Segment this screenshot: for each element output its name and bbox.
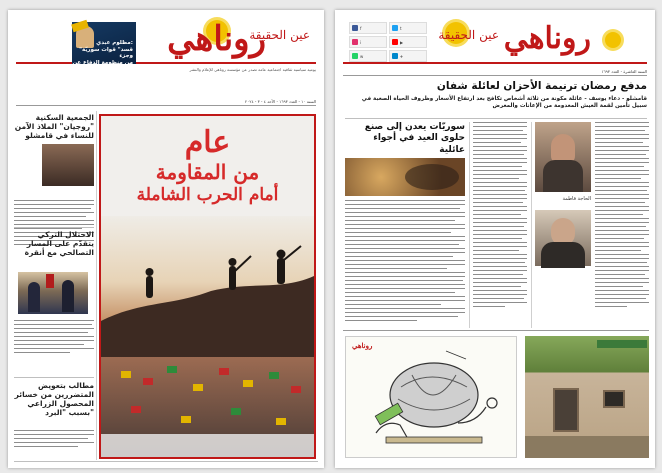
- sidebar-article[interactable]: [14, 230, 94, 257]
- sidebar-headline: الاحتلال التركي يتقدّم على المسار التصالحي مع أنقرة: [24, 230, 94, 257]
- sidebar-article[interactable]: [14, 113, 94, 186]
- social-link[interactable]: [349, 50, 387, 62]
- door: [553, 388, 579, 432]
- cover-title-line: أمام الحرب الشاملة: [136, 185, 279, 205]
- divider: [343, 330, 649, 331]
- social-link[interactable]: [389, 50, 427, 62]
- photo-label-bar: [597, 340, 647, 348]
- article-body: [345, 200, 465, 324]
- social-icons-box: [349, 22, 427, 62]
- column-divider: [531, 122, 532, 328]
- window: [603, 390, 625, 408]
- main-subheadline: قامشلو - دعاء يوسف - عائلة مكونة من ثلاثة أشخاص تكافح بعد ارتفاع الأسعار وظروف الحياة الصعبة في سبيل تأمين لقمة العيش المعدومة من الإعانات والمعرض: [361, 96, 647, 109]
- cartoon[interactable]: [345, 336, 517, 458]
- bottom-rule: [14, 461, 318, 462]
- promo-line: "قسد" قوات سوريّة وجزء: [79, 46, 133, 60]
- social-link[interactable]: [389, 22, 427, 34]
- logo: روناهي: [503, 21, 591, 56]
- cover-feature[interactable]: [99, 114, 316, 459]
- twitter-icon: t: [400, 25, 402, 31]
- promo-line: من منظومة الدفاع عن: [72, 59, 133, 66]
- tagline: يومية سياسية ثقافية اجتماعية عامة تصدر عن مؤسسة روناهي للإعلام والنشر: [189, 67, 316, 72]
- main-headline[interactable]: مدفع رمضان ترنيمة الأحزان لعائلة شفان: [436, 80, 647, 92]
- portrait-photo: [535, 122, 591, 192]
- photo-caption: الحاجة فاطمة: [562, 196, 591, 202]
- social-link[interactable]: [349, 36, 387, 48]
- cartoon-label: روناهي: [352, 341, 373, 350]
- sidebar-body: [14, 430, 94, 460]
- portrait-photo: [42, 144, 94, 186]
- social-link[interactable]: [389, 36, 427, 48]
- sidebar-headline: الجمعية السكنية "روجيان" الملاذ الآمن للنساء في قامشلو: [14, 113, 94, 140]
- divider: [345, 118, 647, 119]
- logo-subtitle: عين الحقيقة: [438, 28, 499, 42]
- sidebar-headline: مطالب بتعويض المتضررين من خسائر المحصول الزراعي بسبب "البرد": [14, 381, 94, 417]
- telegram-icon: ✈: [400, 53, 404, 59]
- divider: [14, 377, 94, 378]
- sun-icon: [605, 32, 621, 48]
- dateline: السنة العاشرة - العدد ١٦٩٣: [343, 68, 647, 76]
- column-divider: [96, 111, 97, 460]
- cover-title-line: من المقاومة: [155, 160, 260, 184]
- newspaper-page-right: [335, 10, 655, 468]
- portrait-photo: [535, 210, 591, 266]
- meeting-photo: [18, 272, 88, 314]
- column-divider: [469, 122, 470, 328]
- cover-title-line: عام: [184, 125, 231, 160]
- whatsapp-icon: w: [360, 53, 364, 59]
- promo-line: الأراضي السورية: [87, 66, 133, 73]
- promo-box[interactable]: [72, 22, 136, 73]
- dateline: السنة ١٠ - العدد ١٦٩٣ - الأحد ٤ - ٣ - ٢٠٢٤: [16, 98, 316, 106]
- cover-illustration: [101, 116, 314, 457]
- cartoon-illustration: [346, 337, 516, 457]
- youtube-icon: ▶: [400, 39, 404, 45]
- logo: روناهي: [167, 19, 266, 59]
- ground: [525, 436, 649, 458]
- promo-line: مظلوم عبدي:: [96, 40, 133, 46]
- masthead: [343, 18, 647, 64]
- article-body: [595, 122, 649, 328]
- newspaper-page-left: [8, 10, 324, 468]
- second-headline[interactable]: سوريّات يعدن إلى صنع حلوى العيد في أجواء عائلية: [364, 122, 465, 155]
- house-photo: [525, 336, 649, 458]
- sidebar-article[interactable]: [14, 381, 94, 417]
- sweets-photo: [345, 158, 465, 196]
- instagram-icon: i: [360, 39, 362, 45]
- divider: [14, 227, 94, 228]
- sidebar-body: [14, 320, 94, 372]
- facebook-icon: f: [360, 25, 362, 31]
- logo-subtitle: عين الحقيقة: [249, 28, 310, 42]
- social-link[interactable]: [349, 22, 387, 34]
- article-body: [473, 122, 527, 328]
